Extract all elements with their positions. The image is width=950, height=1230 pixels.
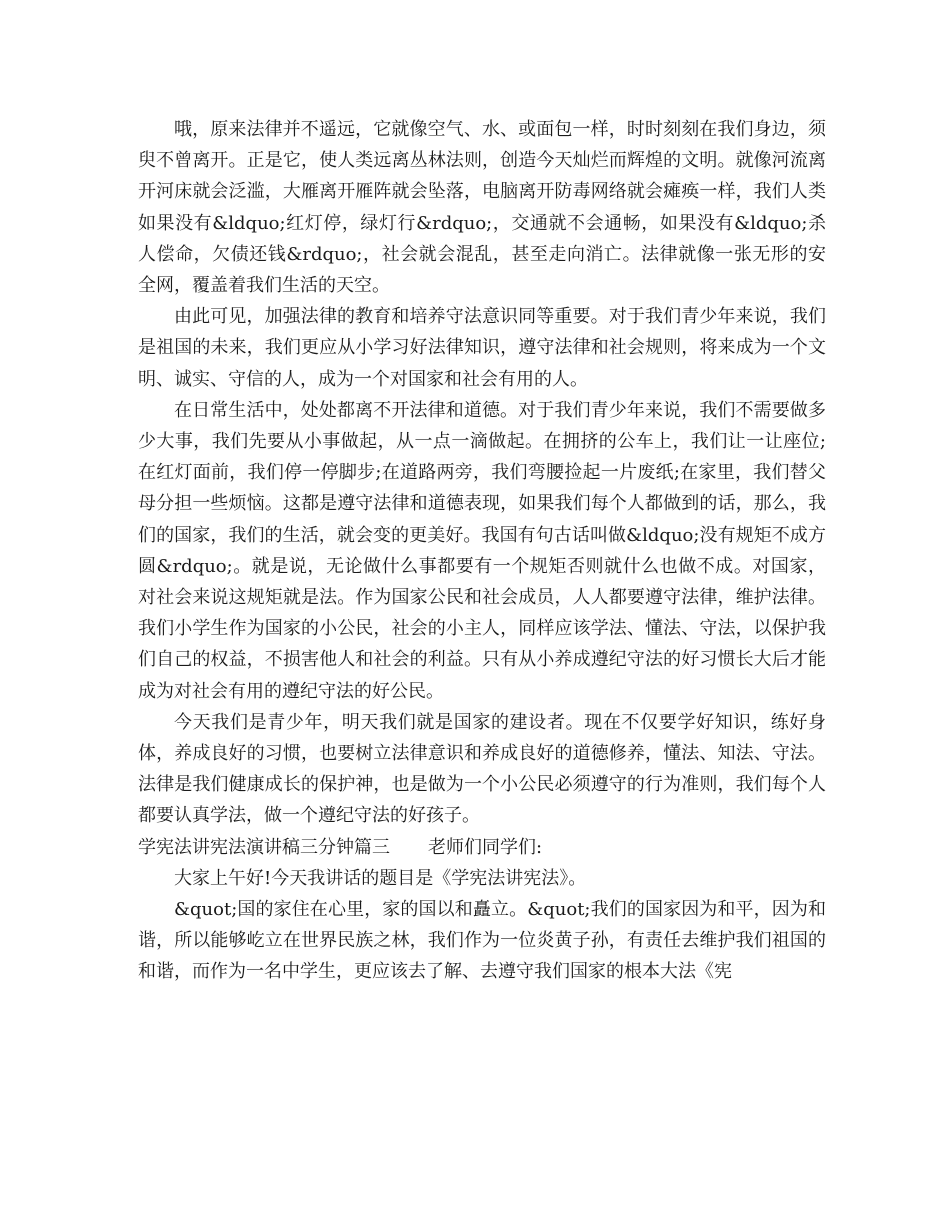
- document-body: [138, 114, 826, 988]
- paragraph-3: 在日常生活中，处处都离不开法律和道德。对于我们青少年来说，我们不需要做多少大事，我们先要从小事做起，从一点一滴做起。在拥挤的公车上，我们让一让座位;在红灯面前，我们停一停脚步;在道路两旁，我们弯腰捡起一片废纸;在家里，我们替父母分担一些烦恼。这都是遵守法律和道德表现，如果我们每个人都做到的话，那么，我们的国家，我们的生活，就会变的更美好。我国有句古话叫做&ldquo;没有规矩不成方圆&rdquo;。就是说，无论做什么事都要有一个规矩否则就什么也做不成。对国家，对社会来说这规矩就是法。作为国家公民和社会成员，人人都要遵守法律，维护法律。我们小学生作为国家的小公民，社会的小主人，同样应该学法、懂法、守法，以保护我们自己的权益，不损害他人和社会的利益。只有从小养成遵纪守法的好习惯长大后才能成为对社会有用的遵纪守法的好公民。: [138, 399, 826, 702]
- paragraph-5: 大家上午好!今天我讲话的题目是《学宪法讲宪法》。: [174, 867, 587, 889]
- section-title: 学宪法讲宪法演讲稿三分钟篇三: [138, 836, 390, 858]
- paragraph-4: 今天我们是青少年，明天我们就是国家的建设者。现在不仅要学好知识，练好身体，养成良好的习惯，也要树立法律意识和养成良好的道德修养，懂法、知法、守法。法律是我们健康成长的保护神，也是做为一个小公民必须遵守的行为准则，我们每个人都要认真学法，做一个遵纪守法的好孩子。: [138, 711, 826, 827]
- section-heading-line: [138, 832, 826, 863]
- paragraph-6: &quot;国的家住在心里，家的国以和矗立。&quot;我们的国家因为和平，因为和谐，所以能够屹立在世界民族之林，我们作为一位炎黄子孙，有责任去维护我们祖国的和谐，而作为一名中学生，更应该去了解、去遵守我们国家的根本大法《宪: [138, 899, 826, 983]
- paragraph-1: 哦，原来法律并不遥远，它就像空气、水、或面包一样，时时刻刻在我们身边，须臾不曾离开。正是它，使人类远离丛林法则，创造今天灿烂而辉煌的文明。就像河流离开河床就会泛滥，大雁离开雁阵就会坠落，电脑离开防毒网络就会瘫痪一样，我们人类如果没有&ldquo;红灯停，绿灯行&rdquo;，交通就不会通畅，如果没有&ldquo;杀人偿命，欠债还钱&rdquo;，社会就会混乱，甚至走向消亡。法律就像一张无形的安全网，覆盖着我们生活的天空。: [138, 119, 826, 297]
- salutation: 老师们同学们:: [428, 836, 543, 858]
- paragraph-2: 由此可见，加强法律的教育和培养守法意识同等重要。对于我们青少年来说，我们是祖国的未来，我们更应从小学习好法律知识，遵守法律和社会规则，将来成为一个文明、诚实、守信的人，成为一个对国家和社会有用的人。: [138, 306, 826, 390]
